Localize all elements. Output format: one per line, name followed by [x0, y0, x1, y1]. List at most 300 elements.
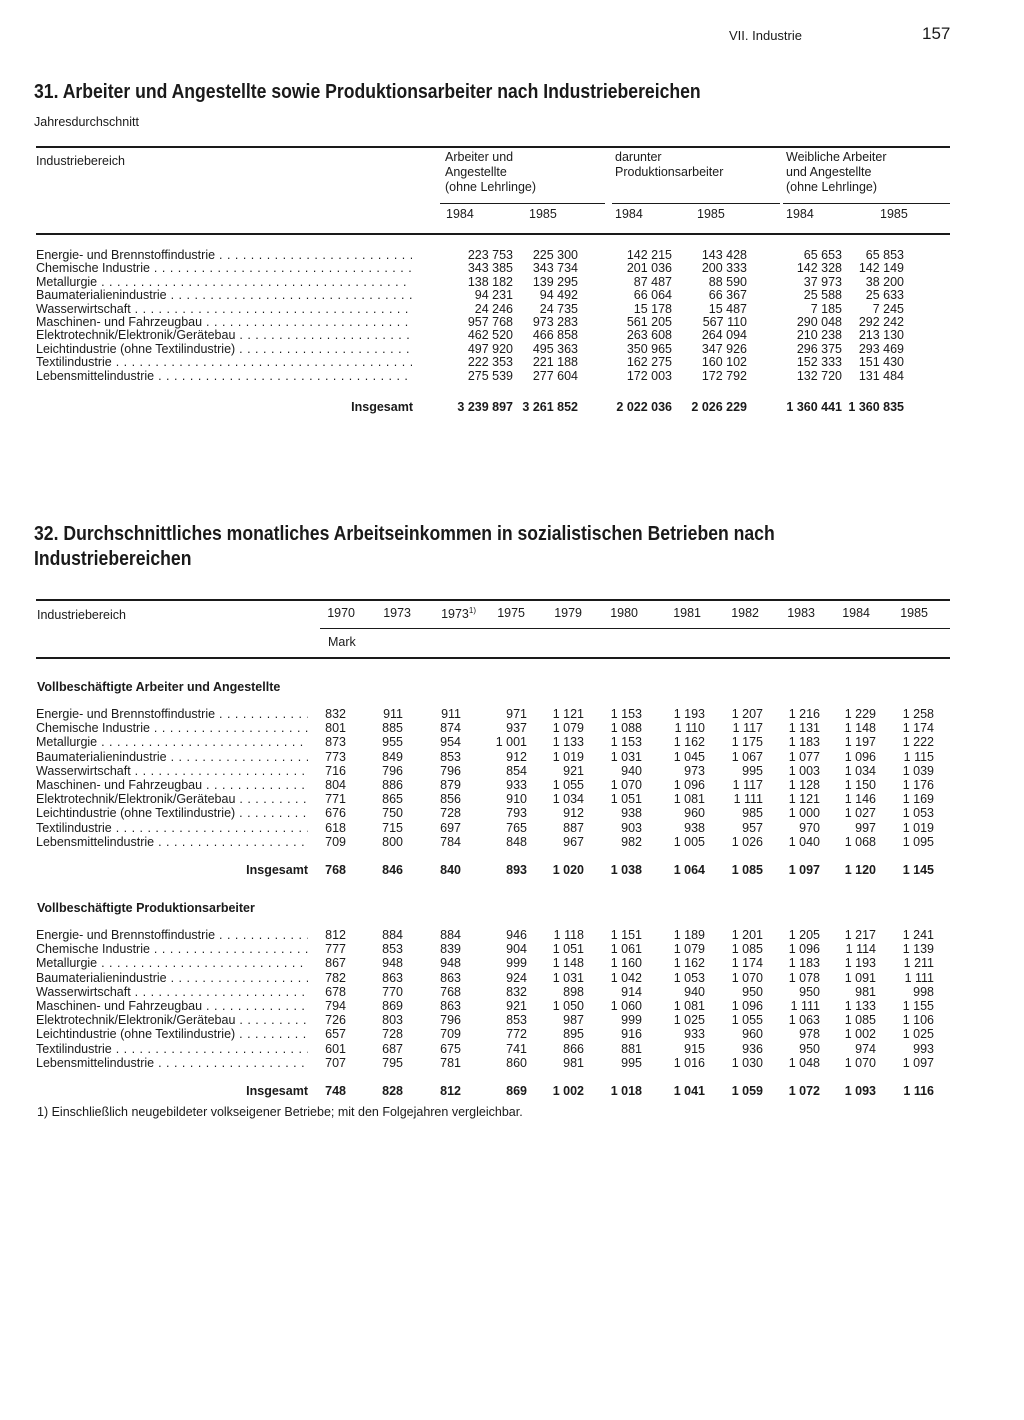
table-row [36, 370, 946, 383]
cell-value: 1 174 [902, 721, 934, 736]
cell-value: 1 211 [903, 956, 934, 971]
cell-value: 1 229 [844, 707, 876, 721]
table31-group-rule [612, 203, 780, 204]
cell-value: 678 [325, 984, 346, 999]
cell-value: 1 193 [673, 707, 705, 721]
row-label: Leichtindustrie (ohne Textilindustrie) . . . [36, 343, 412, 356]
cell-value: 912 [506, 749, 527, 764]
cell-value: 1 031 [610, 749, 642, 764]
row-label: Textilindustrie . . . [36, 356, 412, 369]
cell-value: 296 375 [796, 341, 842, 356]
row-label: Leichtindustrie (ohne Textilindustrie) . . . [36, 1027, 308, 1041]
cell-value: 800 [382, 834, 403, 849]
cell-value: 1 027 [844, 806, 876, 821]
cell-value: 770 [382, 984, 403, 999]
cell-value: 812 [440, 1083, 461, 1098]
cell-value: 1 079 [673, 942, 705, 957]
row-label: Metallurgie . . . [36, 956, 308, 970]
cell-value: 131 484 [858, 368, 904, 383]
table31-year-header: 1984 [446, 207, 474, 221]
table32-year-header [900, 606, 928, 620]
spacer [36, 1070, 946, 1084]
cell-value: 1 121 [788, 792, 820, 807]
cell-value: 1 205 [788, 928, 820, 942]
spacer [36, 383, 946, 401]
cell-value: 911 [441, 707, 461, 721]
cell-value: 1 169 [902, 792, 934, 807]
cell-value: 2 022 036 [616, 399, 672, 414]
cell-value: 1 055 [731, 1013, 763, 1028]
cell-value: 840 [440, 862, 461, 877]
row-label: Energie- und Brennstoffindustrie . . . [36, 707, 308, 721]
table31-group-header: darunter Produktionsarbeiter [615, 150, 724, 179]
cell-value: 784 [440, 834, 461, 849]
cell-value: 1 019 [902, 820, 934, 835]
table32-year-header [383, 606, 411, 620]
cell-value: 997 [855, 820, 876, 835]
cell-value: 142 328 [796, 261, 842, 276]
cell-value: 768 [325, 862, 346, 877]
row-label: Maschinen- und Fahrzeugbau . . . [36, 778, 308, 792]
cell-value: 1 160 [610, 956, 642, 971]
cell-value: 940 [684, 984, 705, 999]
cell-value: 995 [742, 763, 763, 778]
cell-value: 911 [383, 707, 403, 721]
cell-value: 1 051 [552, 942, 584, 957]
table32-unit: Mark [328, 635, 356, 649]
table32-year-header [610, 606, 638, 620]
table32-title-line1: 32. Durchschnittliches monatliches Arbeitseinkommen in sozialistischen Betrieben nach [34, 523, 775, 545]
cell-value: 938 [684, 820, 705, 835]
cell-value: 903 [621, 820, 642, 835]
row-label: Energie- und Brennstoffindustrie . . . [36, 249, 412, 262]
cell-value: 1 114 [845, 942, 876, 957]
cell-value: 1 081 [673, 998, 705, 1013]
page-number: 157 [922, 24, 951, 43]
cell-value: 151 430 [858, 355, 904, 370]
year-label: 1973 [441, 607, 469, 622]
cell-value: 938 [621, 806, 642, 821]
table32-title-line2: Industriebereichen [34, 548, 192, 570]
table-row [36, 835, 946, 849]
cell-value: 1 150 [844, 777, 876, 792]
cell-value: 1 097 [902, 1055, 934, 1070]
table-row [36, 1013, 946, 1027]
cell-value: 160 102 [701, 355, 747, 370]
cell-value: 884 [440, 928, 461, 942]
row-label: Baumaterialienindustrie . . . [36, 971, 308, 985]
cell-value: 832 [506, 984, 527, 999]
cell-value: 1 064 [673, 862, 705, 877]
cell-value: 921 [506, 998, 527, 1013]
cell-value: 1 131 [788, 721, 820, 736]
year-label: 1975 [497, 606, 525, 620]
cell-value: 795 [382, 1055, 403, 1070]
cell-value: 1 189 [673, 928, 705, 942]
row-label: Wasserwirtschaft . . . [36, 764, 308, 778]
cell-value: 1 133 [844, 998, 876, 1013]
cell-value: 3 239 897 [457, 399, 513, 414]
cell-value: 223 753 [467, 248, 513, 262]
cell-value: 1 096 [788, 942, 820, 957]
table-row [36, 721, 946, 735]
cell-value: 863 [382, 970, 403, 985]
cell-value: 138 182 [467, 274, 513, 289]
cell-value: 210 238 [796, 328, 842, 343]
section-header: VII. Industrie [729, 28, 802, 43]
cell-value: 1 040 [788, 834, 820, 849]
table31-year-header: 1984 [615, 207, 643, 221]
cell-value: 277 604 [532, 368, 578, 383]
cell-value: 1 096 [731, 998, 763, 1013]
cell-value: 1 045 [673, 749, 705, 764]
table32-top-rule [36, 599, 950, 601]
total-row [36, 863, 946, 877]
cell-value: 618 [325, 820, 346, 835]
cell-value: 839 [440, 942, 461, 957]
cell-value: 777 [325, 942, 346, 957]
cell-value: 1 121 [552, 707, 584, 721]
year-label: 1985 [900, 606, 928, 620]
table-row [36, 262, 946, 275]
cell-value: 1 091 [844, 970, 876, 985]
total-label: Insgesamt [246, 1083, 308, 1098]
table31-group-rule [440, 203, 605, 204]
cell-value: 88 590 [708, 274, 747, 289]
cell-value: 1 030 [731, 1055, 763, 1070]
cell-value: 1 025 [902, 1027, 934, 1042]
cell-value: 912 [563, 806, 584, 821]
cell-value: 748 [325, 1083, 346, 1098]
cell-value: 709 [440, 1027, 461, 1042]
total-label: Insgesamt [246, 862, 308, 877]
cell-value: 466 858 [532, 328, 578, 343]
cell-value: 1 025 [673, 1013, 705, 1028]
cell-value: 960 [684, 806, 705, 821]
table-row [36, 999, 946, 1013]
cell-value: 24 246 [474, 301, 513, 316]
cell-value: 1 070 [610, 777, 642, 792]
cell-value: 162 275 [626, 355, 672, 370]
cell-value: 2 026 229 [691, 399, 747, 414]
table31-year-header: 1985 [697, 207, 725, 221]
cell-value: 1 118 [553, 928, 584, 942]
cell-value: 865 [382, 792, 403, 807]
cell-value: 1 183 [788, 735, 820, 750]
row-label: Elektrotechnik/Elektronik/Gerätebau . . . [36, 792, 308, 806]
table32-group-body [36, 707, 946, 877]
cell-value: 750 [382, 806, 403, 821]
cell-value: 728 [382, 1027, 403, 1042]
cell-value: 794 [325, 998, 346, 1013]
cell-value: 7 185 [810, 301, 842, 316]
cell-value: 957 [742, 820, 763, 835]
table-row [36, 707, 946, 721]
cell-value: 143 428 [701, 248, 747, 262]
cell-value: 781 [440, 1055, 461, 1070]
table32-unit-rule [320, 628, 950, 629]
cell-value: 881 [621, 1041, 642, 1056]
cell-value: 343 734 [532, 261, 578, 276]
cell-value: 1 063 [788, 1013, 820, 1028]
row-label: Elektrotechnik/Elektronik/Gerätebau . . . [36, 329, 412, 342]
cell-value: 978 [799, 1027, 820, 1042]
cell-value: 347 926 [701, 341, 747, 356]
cell-value: 936 [742, 1041, 763, 1056]
cell-value: 1 005 [673, 834, 705, 849]
cell-value: 848 [506, 834, 527, 849]
cell-value: 707 [325, 1055, 346, 1070]
cell-value: 846 [382, 862, 403, 877]
table31-subtitle: Jahresdurchschnitt [34, 115, 139, 129]
table-row [36, 249, 946, 262]
cell-value: 960 [742, 1027, 763, 1042]
cell-value: 264 094 [701, 328, 747, 343]
cell-value: 924 [506, 970, 527, 985]
row-label: Maschinen- und Fahrzeugbau . . . [36, 316, 412, 329]
row-label: Lebensmittelindustrie . . . [36, 1056, 308, 1070]
table-row [36, 289, 946, 302]
cell-value: 697 [440, 820, 461, 835]
cell-value: 768 [440, 984, 461, 999]
cell-value: 7 245 [872, 301, 904, 316]
cell-value: 874 [440, 721, 461, 736]
cell-value: 1 175 [731, 735, 763, 750]
cell-value: 898 [563, 984, 584, 999]
cell-value: 567 110 [702, 314, 747, 329]
cell-value: 869 [506, 1083, 527, 1098]
cell-value: 1 096 [844, 749, 876, 764]
cell-value: 796 [382, 763, 403, 778]
cell-value: 895 [563, 1027, 584, 1042]
cell-value: 495 363 [532, 341, 578, 356]
table-row [36, 956, 946, 970]
cell-value: 275 539 [467, 368, 513, 383]
year-label: 1970 [327, 606, 355, 620]
cell-value: 290 048 [796, 314, 842, 329]
cell-value: 1 133 [552, 735, 584, 750]
year-label: 1982 [731, 606, 759, 620]
row-label: Leichtindustrie (ohne Textilindustrie) . . . [36, 806, 308, 820]
cell-value: 1 081 [673, 792, 705, 807]
cell-value: 1 077 [788, 749, 820, 764]
table-row [36, 764, 946, 778]
table32-group-title: Vollbeschäftigte Produktionsarbeiter [37, 901, 255, 915]
cell-value: 1 222 [902, 735, 934, 750]
cell-value: 863 [440, 998, 461, 1013]
cell-value: 937 [506, 721, 527, 736]
cell-value: 94 231 [474, 288, 513, 303]
table-row [36, 276, 946, 289]
year-label: 1973 [383, 606, 411, 620]
cell-value: 970 [799, 820, 820, 835]
row-label: Metallurgie . . . [36, 735, 308, 749]
row-label: Wasserwirtschaft . . . [36, 303, 412, 316]
cell-value: 1 106 [902, 1013, 934, 1028]
cell-value: 1 183 [788, 956, 820, 971]
cell-value: 687 [382, 1041, 403, 1056]
cell-value: 1 193 [844, 956, 876, 971]
cell-value: 38 200 [865, 274, 904, 289]
cell-value: 985 [742, 806, 763, 821]
cell-value: 1 258 [902, 707, 934, 721]
cell-value: 1 031 [552, 970, 584, 985]
cell-value: 1 050 [552, 998, 584, 1013]
cell-value: 1 016 [673, 1055, 705, 1070]
cell-value: 1 070 [844, 1055, 876, 1070]
cell-value: 1 034 [844, 763, 876, 778]
cell-value: 15 178 [633, 301, 672, 316]
row-label: Maschinen- und Fahrzeugbau . . . [36, 999, 308, 1013]
cell-value: 950 [799, 984, 820, 999]
cell-value: 916 [621, 1027, 642, 1042]
cell-value: 200 333 [701, 261, 747, 276]
cell-value: 1 053 [902, 806, 934, 821]
cell-value: 832 [325, 707, 346, 721]
cell-value: 869 [382, 998, 403, 1013]
cell-value: 950 [799, 1041, 820, 1056]
cell-value: 132 720 [796, 368, 842, 383]
cell-value: 343 385 [467, 261, 513, 276]
table31-top-rule [36, 146, 950, 148]
row-label: Metallurgie . . . [36, 276, 412, 289]
table31-header-bottom-rule [36, 233, 950, 235]
table-row [36, 942, 946, 956]
table31-year-header: 1985 [880, 207, 908, 221]
table32-year-header [497, 606, 525, 620]
cell-value: 771 [325, 792, 346, 807]
cell-value: 1 038 [610, 862, 642, 877]
cell-value: 1 095 [902, 834, 934, 849]
cell-value: 213 130 [858, 328, 904, 343]
table32-year-header [842, 606, 870, 620]
cell-value: 933 [506, 777, 527, 792]
cell-value: 350 965 [626, 341, 672, 356]
cell-value: 863 [440, 970, 461, 985]
cell-value: 998 [913, 984, 934, 999]
row-label: Textilindustrie . . . [36, 821, 308, 835]
cell-value: 973 [684, 763, 705, 778]
cell-value: 675 [440, 1041, 461, 1056]
cell-value: 1 116 [903, 1083, 934, 1098]
cell-value: 993 [913, 1041, 934, 1056]
cell-value: 971 [506, 707, 527, 721]
table-row [36, 821, 946, 835]
table31-year-header: 1984 [786, 207, 814, 221]
cell-value: 853 [382, 942, 403, 957]
cell-value: 867 [325, 956, 346, 971]
cell-value: 1 053 [673, 970, 705, 985]
cell-value: 65 653 [803, 248, 842, 262]
cell-value: 462 520 [467, 328, 513, 343]
cell-value: 954 [440, 735, 461, 750]
cell-value: 853 [506, 1013, 527, 1028]
cell-value: 1 360 835 [848, 399, 904, 414]
cell-value: 1 055 [552, 777, 584, 792]
cell-value: 1 176 [902, 777, 934, 792]
cell-value: 65 853 [865, 248, 904, 262]
total-row [36, 401, 946, 414]
cell-value: 914 [621, 984, 642, 999]
row-label: Baumaterialienindustrie . . . [36, 750, 308, 764]
cell-value: 172 003 [626, 368, 672, 383]
cell-value: 1 068 [844, 834, 876, 849]
cell-value: 24 735 [539, 301, 578, 316]
table32-group-body [36, 928, 946, 1098]
cell-value: 676 [325, 806, 346, 821]
cell-value: 1 051 [610, 792, 642, 807]
table-row [36, 792, 946, 806]
cell-value: 982 [621, 834, 642, 849]
cell-value: 854 [506, 763, 527, 778]
cell-value: 3 261 852 [522, 399, 578, 414]
table31-body [36, 249, 946, 414]
cell-value: 904 [506, 942, 527, 957]
table32-column-label: Industriebereich [37, 608, 126, 622]
year-label: 1979 [554, 606, 582, 620]
cell-value: 773 [325, 749, 346, 764]
cell-value: 66 064 [633, 288, 672, 303]
table32-header-bottom-rule [36, 657, 950, 659]
table32-year-header [441, 606, 476, 621]
table-row [36, 806, 946, 820]
row-label: Lebensmittelindustrie . . . [36, 835, 308, 849]
cell-value: 915 [684, 1041, 705, 1056]
cell-value: 1 139 [902, 942, 934, 957]
cell-value: 957 768 [467, 314, 513, 329]
cell-value: 1 217 [844, 928, 876, 942]
footnote-mark: 1) [468, 606, 476, 615]
cell-value: 222 353 [467, 355, 513, 370]
cell-value: 860 [506, 1055, 527, 1070]
cell-value: 1 085 [731, 942, 763, 957]
cell-value: 849 [382, 749, 403, 764]
cell-value: 601 [325, 1041, 346, 1056]
total-row [36, 1084, 946, 1098]
year-label: 1980 [610, 606, 638, 620]
cell-value: 1 020 [552, 862, 584, 877]
cell-value: 948 [382, 956, 403, 971]
cell-value: 933 [684, 1027, 705, 1042]
cell-value: 709 [325, 834, 346, 849]
cell-value: 172 792 [701, 368, 747, 383]
table-row [36, 778, 946, 792]
cell-value: 1 216 [788, 707, 820, 721]
cell-value: 561 205 [626, 314, 672, 329]
cell-value: 142 149 [858, 261, 904, 276]
table-row [36, 329, 946, 342]
table32-year-header [327, 606, 355, 620]
cell-value: 884 [382, 928, 403, 942]
cell-value: 1 000 [788, 806, 820, 821]
cell-value: 152 333 [796, 355, 842, 370]
cell-value: 793 [506, 806, 527, 821]
cell-value: 974 [855, 1041, 876, 1056]
cell-value: 1 034 [552, 792, 584, 807]
cell-value: 866 [563, 1041, 584, 1056]
cell-value: 782 [325, 970, 346, 985]
row-label: Wasserwirtschaft . . . [36, 985, 308, 999]
cell-value: 981 [563, 1055, 584, 1070]
cell-value: 728 [440, 806, 461, 821]
cell-value: 887 [563, 820, 584, 835]
cell-value: 812 [325, 928, 346, 942]
cell-value: 765 [506, 820, 527, 835]
row-label: Baumaterialienindustrie . . . [36, 289, 412, 302]
cell-value: 1 153 [610, 707, 642, 721]
cell-value: 1 162 [673, 735, 705, 750]
cell-value: 1 145 [902, 862, 934, 877]
